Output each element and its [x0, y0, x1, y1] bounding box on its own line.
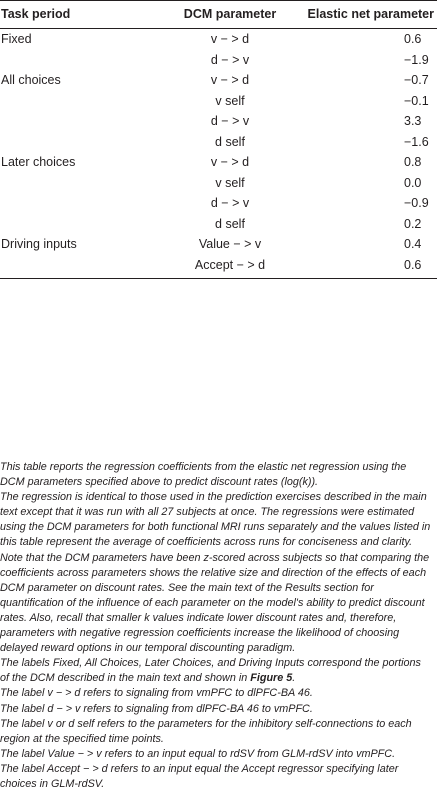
table-row	[0, 234, 437, 255]
table-row	[0, 132, 437, 153]
row-param: d − > v	[210, 52, 250, 67]
table-row	[0, 70, 437, 91]
row-period: Later choices	[1, 155, 76, 169]
row-param: v − > d	[210, 73, 250, 87]
table-row	[0, 91, 437, 112]
row-value: −1.6	[404, 134, 429, 149]
row-param: d − > v	[210, 196, 250, 210]
footnote: The label Accept − > d refers to an input equal the Accept regressor specifying later choices in GLM-rdSV.	[0, 762, 399, 790]
table-row	[0, 214, 437, 235]
row-value: 0.4	[404, 237, 422, 251]
row-period: All choices	[1, 73, 61, 87]
row-period: Fixed	[1, 32, 32, 46]
footnote: This table reports the regression coefficients from the elastic net regression using the DCM parameters specified above to predict discount rates (log(k)).	[0, 461, 407, 489]
table-row	[0, 255, 437, 276]
row-param: v − > d	[210, 155, 250, 169]
row-value: −0.9	[404, 196, 429, 210]
row-value: 3.3	[404, 114, 422, 128]
row-value: 0.8	[404, 155, 422, 169]
row-param: Accept − > d	[194, 257, 266, 272]
row-param: v − > d	[210, 32, 250, 46]
row-param: v self	[215, 175, 245, 190]
footnote: Note that the DCM parameters have been z-scored across subjects so that comparing the coefficients across parameters shows the relative size and direction of the effects of each DCM parameter on discount rates. See the main text of the Results section for quantification of the influence of each parameter on the model's ability to predict discount rates. Also, recall that smaller k values indicate lower discount rates and, therefore, parameters with negative regression coefficients increase the likelihood of choosing delayed reward options in our temporal discounting paradigm.	[0, 551, 430, 655]
footnote: The regression is identical to those used in the prediction exercises described in the main text except that it was run with all 27 subjects at once. The regressions were estimated using the DCM parameters for both functional MRI runs separately and the values listed in this table represent the average of coefficients across runs for conciseness and clarity.	[0, 491, 431, 549]
row-param: d − > v	[210, 114, 250, 128]
footnote-text: .	[292, 672, 296, 685]
figure-link[interactable]: Figure 5	[250, 672, 293, 685]
footnote: The label d − > v refers to signaling from dlPFC-BA 46 to vmPFC.	[0, 702, 313, 715]
row-value: 0.2	[404, 216, 422, 231]
row-value: 0.6	[404, 257, 422, 272]
header-dcm-parameter: DCM parameter	[183, 7, 277, 21]
table-row	[0, 29, 437, 50]
footnote	[0, 656, 432, 686]
row-value: −0.1	[404, 93, 429, 108]
table-header	[0, 1, 437, 28]
row-value: −1.9	[404, 52, 429, 67]
row-value: −0.7	[404, 73, 429, 87]
footnote-text: The labels Fixed, All Choices, Later Choices, and Driving Inputs correspond the portions of the DCM described in the main text and shown in	[0, 657, 421, 685]
header-task-period: Task period	[1, 7, 71, 21]
table-row	[0, 193, 437, 214]
table-footnotes	[0, 460, 432, 792]
footnote: The label Value − > v refers to an input equal to rdSV from GLM-rdSV into vmPFC.	[0, 747, 396, 760]
row-period: Driving inputs	[1, 237, 77, 251]
table-row	[0, 173, 437, 194]
row-param: d self	[215, 216, 245, 231]
table-row	[0, 50, 437, 71]
row-param: Value − > v	[198, 237, 262, 251]
footnote: The label v − > d refers to signaling from vmPFC to dlPFC-BA 46.	[0, 687, 313, 700]
row-param: v self	[215, 93, 245, 108]
header-elastic-net: Elastic net parameter	[307, 7, 434, 21]
row-value: 0.0	[404, 175, 422, 190]
row-value: 0.6	[404, 32, 422, 46]
row-param: d self	[215, 134, 245, 149]
bottom-rule	[0, 278, 437, 279]
table-row	[0, 152, 437, 173]
coefficient-table	[0, 0, 437, 279]
table-row	[0, 111, 437, 132]
footnote: The label v or d self refers to the parameters for the inhibitory self-connections to each region at the specified time points.	[0, 717, 412, 745]
